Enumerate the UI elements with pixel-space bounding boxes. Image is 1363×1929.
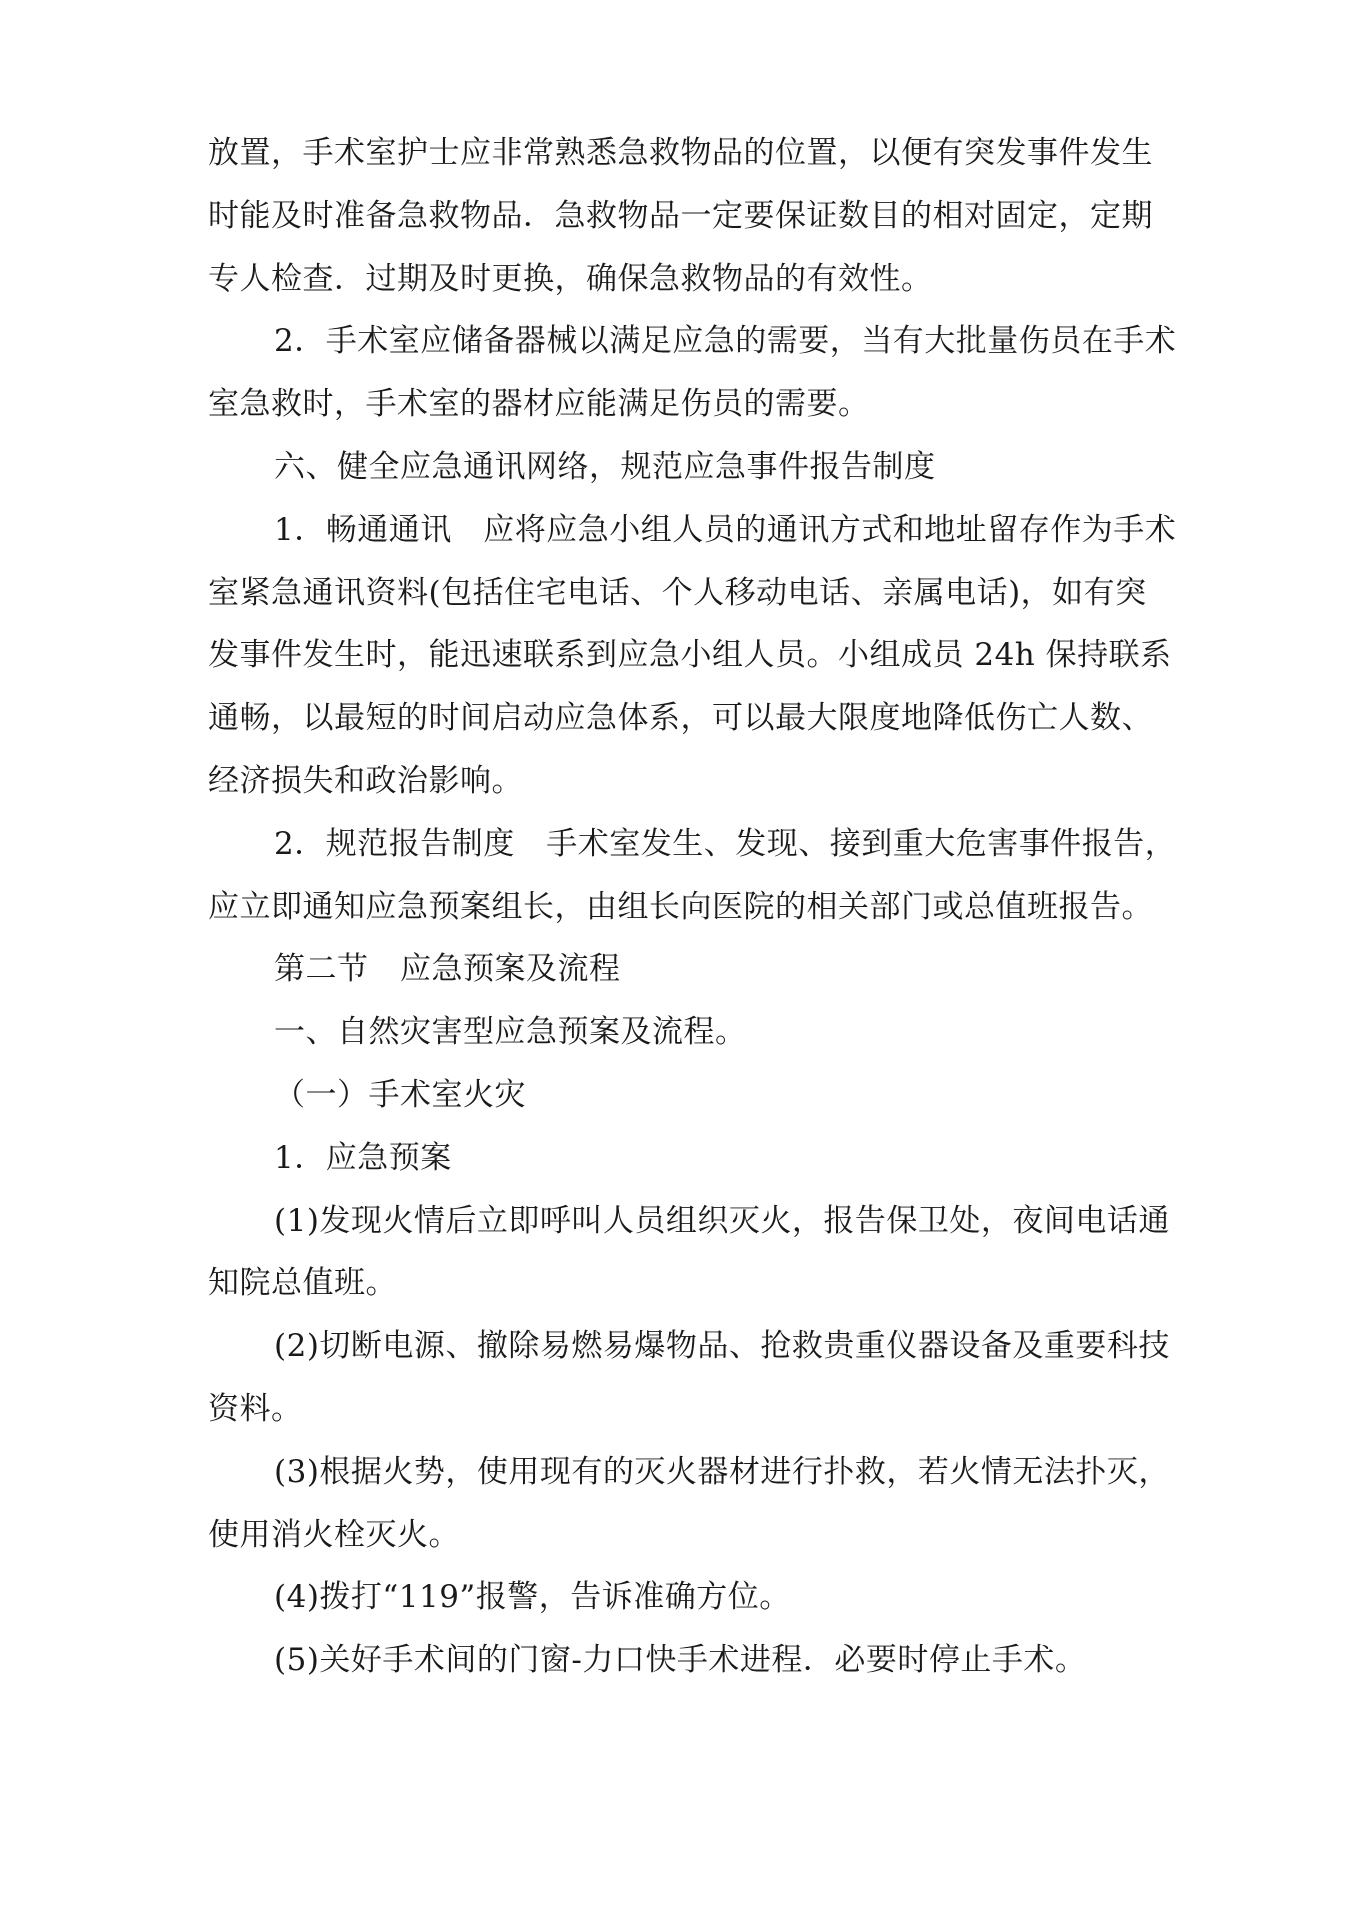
item-heading: 1．应急预案 xyxy=(274,1139,452,1176)
paragraph-3: 1．畅通通讯 应将应急小组人员的通讯方式和地址留存作为手术室紧急通讯资料(包括住宅电话、个人移动电话、亲属电话)，如有突发事件发生时，能迅速联系到应急小组人员。小组成员 24h 保持联系通畅，以最短的时间启动应急体系，可以最大限度地降低伤亡人数、经济损失和政治影响。 xyxy=(208,511,1177,799)
list-item-5: (5)关好手术间的门窗-力口快手术进程．必要时停止手术。 xyxy=(274,1642,1087,1679)
document-body xyxy=(208,122,1178,1692)
list-item-4: (4)拨打“119”报警，告诉准确方位。 xyxy=(274,1579,791,1616)
list-item-2: (2)切断电源、撤除易燃易爆物品、抢救贵重仪器设备及重要科技资料。 xyxy=(208,1328,1170,1427)
section-heading-6: 六、健全应急通讯网络，规范应急事件报告制度 xyxy=(274,448,936,485)
list-item-1: (1)发现火情后立即呼叫人员组织灭火，报告保卫处，夜间电话通知院总值班。 xyxy=(208,1202,1170,1302)
paragraph-2: 2．手术室应储备器械以满足应急的需要，当有大批量伤员在手术室急救时，手术室的器材应能满足伤员的需要。 xyxy=(208,323,1177,423)
paragraph-4: 2．规范报告制度 手术室发生、发现、接到重大危害事件报告，应立即通知应急预案组长，由组长向医院的相关部门或总值班报告。 xyxy=(208,825,1177,925)
section-heading-1: 一、自然灾害型应急预案及流程。 xyxy=(274,1014,747,1051)
paragraph-1: 放置，手术室护士应非常熟悉急救物品的位置，以便有突发事件发生时能及时准备急救物品．急救物品一定要保证数目的相对固定，定期专人检查．过期及时更换，确保急救物品的有效性。 xyxy=(208,135,1153,297)
subsection-heading: （一）手术室火灾 xyxy=(274,1076,526,1113)
chapter-heading: 第二节 应急预案及流程 xyxy=(274,951,621,988)
list-item-3: (3)根据火势，使用现有的灭火器材进行扑救，若火情无法扑灭，使用消火栓灭火。 xyxy=(208,1453,1170,1553)
